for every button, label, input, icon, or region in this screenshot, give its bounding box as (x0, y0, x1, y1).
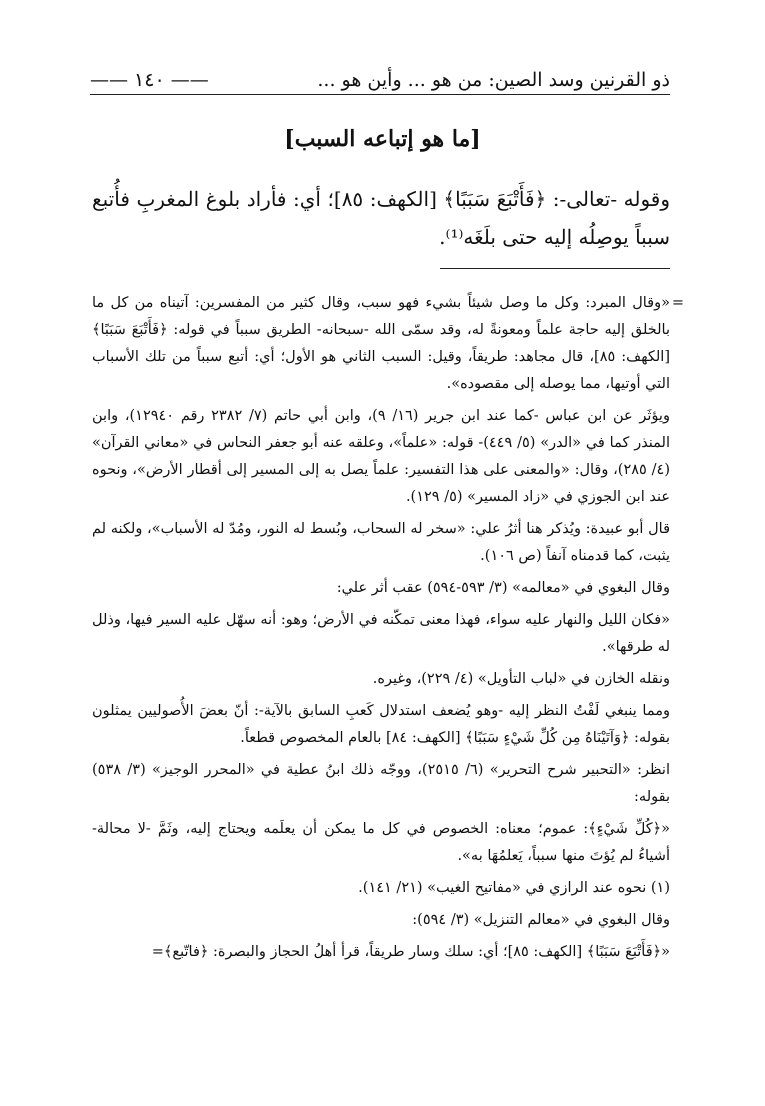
footnote-1: (١) نحوه عند الرازي في «مفاتيح الغيب» (٢١/ ١٤١). (358, 880, 670, 896)
main-paragraph: وقوله -تعالى-: ﴿فَأَتْبَعَ سَبَبًا﴾ [الكهف: ٨٥]؛ أي: فأراد بلوغ المغربِ فأُتبع سبباً يوصِلُه إليه حتى بلَغَه⁽¹⁾. (92, 187, 670, 249)
footnotes-block (92, 290, 684, 971)
footnote-paragraph-7: ومما ينبغي لَفْتُ النظر إليه -وهو يُضعف استدلال كَعبِ السابق بالآية-: أنّ بعضَ الأُصوليين يمثلون بقوله: ﴿وَآتَيْنَاهُ مِن كُلِّ شَيْءٍ سَبَبًا﴾ [الكهف: ٨٤] بالعام المخصوص قطعاً. (92, 703, 670, 746)
running-header (90, 62, 670, 95)
running-title: ذو القرنين وسد الصين: من هو ... وأين هو ... (317, 69, 670, 91)
footnote-divider (440, 268, 670, 269)
footnote-paragraph-11: وقال البغوي في «معالم التنزيل» (٣/ ٥٩٤): (412, 912, 670, 928)
footnote-paragraph-9: «﴿كُلِّ شَيْءٍ﴾: عموم؛ معناه: الخصوص في كل ما يمكن أن يعلَمه ويحتاج إليه، وثَمَّ -لا محالة- أشياءُ لم يُؤتَ منها سبباً، يَعلمُهَا به». (92, 821, 670, 864)
footnote-paragraph-8: انظر: «التحبير شرح التحرير» (٦/ ٢٥١٥)، ووجّه ذلك ابنُ عطية في «المحرر الوجيز» (٣/ ٥٣٨) بقوله: (92, 762, 670, 805)
footnote-paragraph-12: «﴿فَأَتْبَعَ سَبَبًا﴾ [الكهف: ٨٥]؛ أي: سلك وسار طريقاً، قرأ أهلُ الحجاز والبصرة: ﴿فاتّبع﴾= (151, 944, 670, 960)
footnote-text: «وقال المبرد: وكل ما وصل شيئاً بشيء فهو سبب، وقال كثير من المفسرين: آتيناه من كل ما بالخلق إليه حاجة علماً ومعونةً له، وقد سمّى الله -سبحانه- الطريق سبباً في قوله: ﴿فَأَتْبَعَ سَبَبًا﴾ [الكهف: ٨٥]، قال مجاهد: طريقاً، وقيل: السبب الثاني هو الأول؛ أي: أتبع سبباً من تلك الأسباب التي أوتيها، مما يوصله إلى مقصوده». (92, 295, 670, 392)
main-text-block (92, 180, 670, 256)
footnote-paragraph-4: وقال البغوي في «معالمه» (٣/ ٥٩٣-٥٩٤) عقب أثر علي: (336, 580, 670, 596)
section-title: [ما هو إتباعه السبب] (284, 126, 481, 152)
footnote-paragraph-3: قال أبو عبيدة: ويُذكر هنا أثرُ علي: «سخر له السحاب، وبُسط له النور، ومُدّ له الأسباب»، ولكنه لم يثبت، كما قدمناه آنفاً (ص ١٠٦). (92, 521, 670, 564)
footnote-paragraph-5: «فكان الليل والنهار عليه سواء، فهذا معنى تمكّنه في الأرض؛ وهو: أنه سهّل عليه السير فيها، وذلل له طرقها». (92, 612, 670, 655)
footnote-paragraph-2: ويؤثَر عن ابن عباس -كما عند ابن جرير (١٦/ ٩)، وابن أبي حاتم (٧/ ٢٣٨٢ رقم ١٢٩٤٠)، وابن المنذر كما في «الدر» (٥/ ٤٤٩)- قوله: «علماً»، وعلقه عنه أبو جعفر النحاس في «معاني القرآن» (٤/ ٢٨٥)، وقال: «والمعنى على هذا التفسير: علماً يصل به إلى المسير إلى أقطار الأرض»، ونحوه عند ابن الجوزي في «زاد المسير» (٥/ ١٢٩). (92, 408, 671, 505)
footnote-paragraph-6: ونقله الخازن في «لباب التأويل» (٤/ ٢٢٩)، وغيره. (372, 671, 670, 687)
continuation-mark: = (671, 295, 684, 311)
footnote-paragraph-1 (92, 290, 684, 398)
page-number: —— ١٤٠ —— (90, 69, 209, 91)
